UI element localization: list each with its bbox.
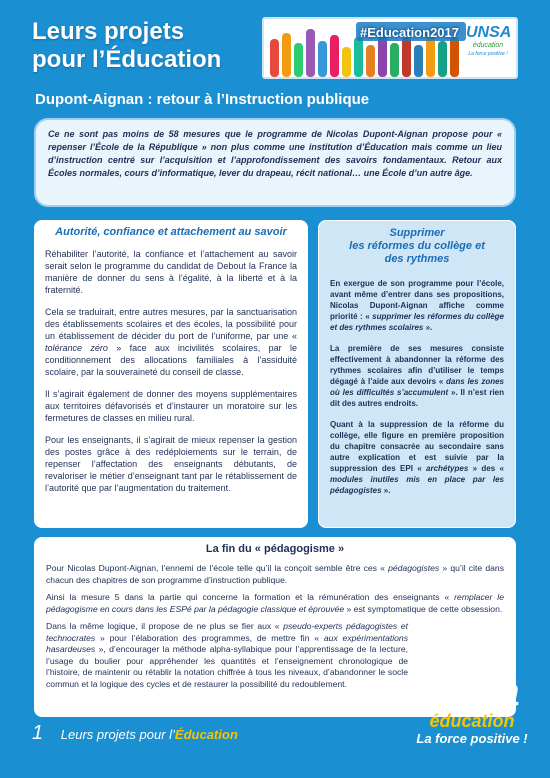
- unsa-education-logo: [416, 672, 528, 758]
- left-heading: Autorité, confiance et attachement au savoir: [55, 226, 287, 238]
- bottom-paragraph-1: Pour Nicolas Dupont-Aignan, l’ennemi de l’école telle qu’il la conçoit semble être ces « pédagogistes » qu’il cite dans chacun des chapitres de son programme d’instruction publique.: [46, 563, 504, 585]
- unsa-logo-letters: unsa: [423, 670, 521, 714]
- right-paragraph-3: Quant à la suppression de la réforme du collège, elle figure en première proposition du chapitre consacrée au secondaire sans autre explication et est suivie par la suppression des EPI « archétypes » des « modules inutiles mis en place par les pédagogistes ».: [330, 420, 504, 495]
- hashtag-label: #Education2017: [360, 25, 459, 40]
- unsa-logo-small: [466, 25, 510, 71]
- right-heading: Supprimer les réformes du collège et des rythmes: [349, 227, 485, 265]
- page-title: [32, 18, 252, 74]
- unsa-logo-small-tagline: La force positive !: [468, 51, 508, 57]
- intro-box: Ce ne sont pas moins de 58 mesures que le programme de Nicolas Dupont-Aignan propose pour « repenser l’École de la République » non plus comme une institution d’Éducation mais comme un lieu d’instruction centré sur l’acquisition et l’approfondissement des savoirs fondamentaux. Retour aux Écoles normales, cours d’informatique, lever du drapeau, récit national… une École d’un autre âge.: [34, 118, 516, 207]
- bottom-paragraph-2: Ainsi la mesure 5 dans la partie qui concerne la formation et la rémunération des enseignants « remplacer le pédagogisme en cours dans les ESPé par la pédagogie classique et éprouvée » est symptomatique de cette obsession.: [46, 592, 504, 614]
- bottom-paragraph-3: Dans la même logique, il propose de ne plus se fier aux « pseudo-experts pédagogistes et technocrates » pour l’élaboration des programmes, de mettre fin « aux expérimentations hasardeuses », d’encourager la méthode alpha-syllabique pour l’apprentissage de la lecture, l’usage du boulier pour appréhender les quantités et l’enseignement chronologique de l’histoire, de maintenir ou rétablir la notation chiffrée à tous les niveaux, d’abandonner le socle commun et la logique des cycles et de restaurer la possibilité du redoublement.: [46, 621, 408, 689]
- left-paragraph-2: Cela se traduirait, entre autres mesures, par la sanctuarisation des établissements scolaires et des écoles, la possibilité pour un établissement de décider du port de l’uniforme, par une « tolérance zéro » face aux incivilités scolaires, par le conditionnement des allocations familiales à l’assiduité scolaire, par la souveraineté du conseil de classe.: [45, 307, 297, 377]
- right-paragraph-1: En exergue de son programme pour l’école, avant même d’entrer dans ses propositions, Nicolas Dupont-Aignan affiche comme priorité : « supprimer les réformes du collège et des rythmes scolaires ».: [330, 279, 504, 332]
- page-title-line2: pour l’Éducation: [32, 46, 222, 73]
- left-paragraph-3: Il s’agirait également de donner des moyens supplémentaires aux territoires défavorisés et d’instaurer un moratoire sur les fermetures de classes en milieu rural.: [45, 389, 297, 423]
- footer-text-emph: Éducation: [174, 727, 238, 742]
- header-banner: [262, 17, 518, 79]
- right-paragraph-2: La première de ses mesures consiste effectivement à abandonner la réforme des rythmes scolaires afin d’utiliser le temps dégagé à l’aide aux devoirs « dans les zones où les difficultés s’accumulent ». Il n’est rien dit des autres endroits.: [330, 344, 505, 408]
- left-article: [34, 220, 308, 528]
- page-number: 1: [32, 722, 44, 744]
- page-footer: [32, 722, 238, 745]
- unsa-logo-tagline: La force positive !: [416, 731, 528, 746]
- page-subtitle: Dupont-Aignan : retour à l’Instruction publique: [35, 91, 370, 108]
- bottom-heading: La fin du « pédagogisme »: [205, 543, 345, 555]
- left-paragraph-4: Pour les enseignants, il s’agirait de mieux repenser la gestion des postes grâce à des redéploiements sur le terrain, de repenser l’affectation des enseignants débutants, de revaloriser le métier d’enseignant tant par le rétablissement de l’autorité que par l’augmentation du traitement.: [45, 435, 297, 493]
- left-paragraph-1: Réhabiliter l’autorité, la confiance et l’attachement au savoir serait selon le programme du candidat de Debout la France la manière de donner du sens à l’égalité, à la liberté et à la fraternité.: [45, 249, 297, 295]
- page-title-line1: Leurs projets: [32, 18, 185, 45]
- footer-text: Leurs projets pour l’: [60, 727, 175, 742]
- unsa-logo-sub: éducation: [429, 711, 515, 731]
- unsa-logo-small-sub: éducation: [472, 42, 504, 49]
- unsa-logo-small-text: UNSA: [466, 24, 512, 41]
- right-article: [318, 220, 516, 528]
